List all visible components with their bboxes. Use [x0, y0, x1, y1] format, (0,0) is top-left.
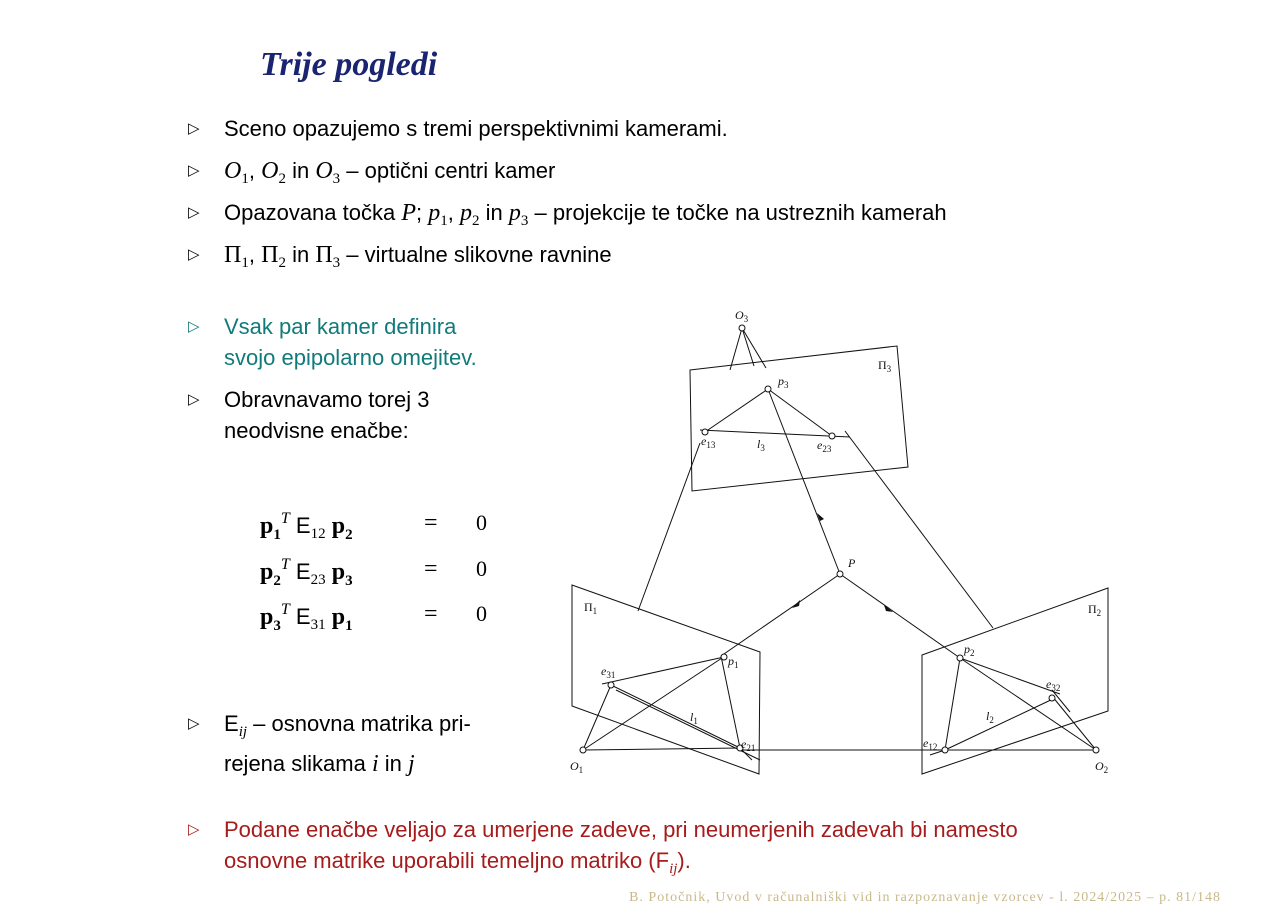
- bullet-marker: ▷: [188, 204, 200, 221]
- epipole-e23: [829, 433, 835, 439]
- optical-center-2: [1093, 747, 1099, 753]
- label-p1: $p_1$: [728, 654, 739, 670]
- optical-center-1: [580, 747, 586, 753]
- bullet-marker: ▷: [188, 318, 200, 335]
- label-l1: $l_1$: [690, 710, 698, 726]
- label-e31: $e_{31}$: [601, 664, 616, 680]
- label-e32: $e_{32}$: [1046, 677, 1061, 693]
- image-plane-1: [572, 585, 760, 774]
- eq-vector: $p_1$: [331, 604, 353, 634]
- slide-title: Trije pogledi: [260, 46, 438, 83]
- label-O3: $O_3$: [735, 308, 749, 324]
- trifocal-diagram: [540, 296, 1130, 790]
- label-Pi3: $\Pi_3$: [878, 358, 892, 374]
- eq-vector: $p_3$: [331, 559, 353, 589]
- bullet-text: Obravnavamo torej 3 neodvisne enačbe:: [224, 387, 430, 443]
- bullet-marker: ▷: [188, 821, 200, 838]
- label-e13: $e_{13}$: [701, 434, 716, 450]
- label-e12: $e_{12}$: [923, 736, 938, 752]
- bullet-text: $\Pi_1$, $\Pi_2$ in $\Pi_3$ – virtualne slikovne ravnine: [224, 242, 612, 271]
- label-P: P: [848, 556, 856, 570]
- eq-vector: $p_3$: [260, 604, 281, 634]
- label-O1: $O_1$: [570, 759, 584, 775]
- bullet-text: $E_{ij}$ – osnovna matrika pri- rejena slikama i in j: [224, 711, 471, 777]
- epipole-e32: [1049, 695, 1055, 701]
- point-p1: [721, 654, 727, 660]
- label-Pi2: $\Pi_2$: [1088, 602, 1102, 618]
- bullet-text: Vsak par kamer definira svojo epipolarno omejitev.: [224, 314, 477, 370]
- label-l3: $l_3$: [757, 437, 765, 453]
- bullet-marker: ▷: [188, 246, 200, 263]
- optical-center-3: [739, 325, 745, 331]
- bullet-text: Opazovana točka P; $p_1$, $p_2$ in $p_3$ – projekcije te točke na ustreznih kamerah: [224, 200, 947, 229]
- label-O2: $O_2$: [1095, 759, 1109, 775]
- bullet-marker: ▷: [188, 120, 200, 137]
- bullet-marker: ▷: [188, 391, 200, 408]
- slide-footer: B. Potočnik, Uvod v računalniški vid in razpoznavanje vzorcev - l. 2024/2025 – p. 81/148: [629, 890, 1221, 905]
- eq-vector: $p_1$: [260, 513, 281, 543]
- label-Pi1: $\Pi_1$: [584, 600, 598, 616]
- image-plane-2: [922, 588, 1108, 774]
- bullet-marker: ▷: [188, 715, 200, 732]
- bullet-text: $O_1$, $O_2$ in $O_3$ – optični centri kamer: [224, 158, 556, 187]
- label-p2: $p_2$: [964, 642, 975, 658]
- label-e23: $e_{23}$: [817, 438, 832, 454]
- point-p2: [957, 655, 963, 661]
- scene-point-P: [837, 571, 843, 577]
- epipole-e31: [608, 682, 614, 688]
- label-e21: $e_{21}$: [741, 737, 756, 753]
- eq-vector: $p_2$: [260, 559, 281, 589]
- epipole-e12: [942, 747, 948, 753]
- bullet-text: Podane enačbe veljajo za umerjene zadeve, pri neumerjenih zadevah bi namesto osnovne matrike uporabili temeljno matriko $(F_{ij})$.: [224, 817, 1018, 877]
- point-p3: [765, 386, 771, 392]
- label-p3: $p_3$: [778, 374, 789, 390]
- bullet-marker: ▷: [188, 162, 200, 179]
- eq-vector: $p_2$: [331, 513, 353, 543]
- label-l2: $l_2$: [986, 709, 994, 725]
- bullet-text: Sceno opazujemo s tremi perspektivnimi kamerami.: [224, 116, 728, 141]
